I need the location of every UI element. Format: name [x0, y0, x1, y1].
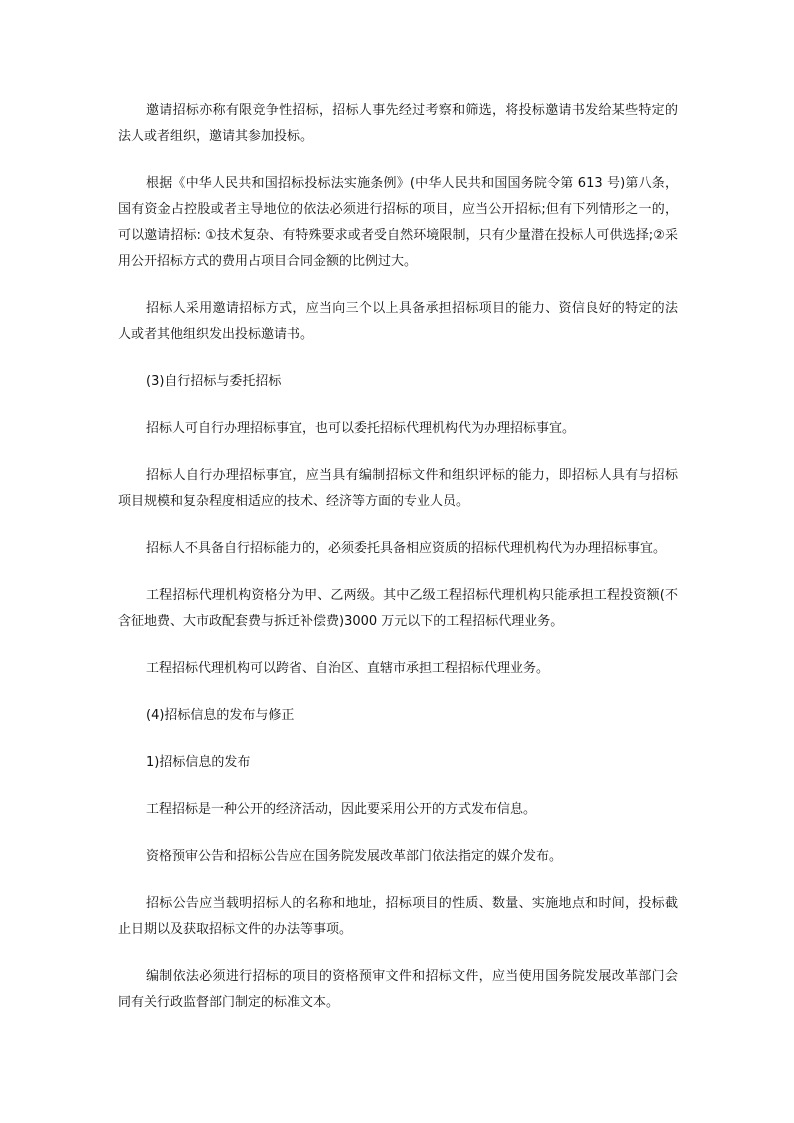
- subsection-heading-info-publish: 1)招标信息的发布: [146, 755, 251, 770]
- paragraph-announcement-media: 资格预审公告和招标公告应在国务院发展改革部门依法指定的媒介发布。: [146, 849, 563, 864]
- section-heading-info-release: (4)招标信息的发布与修正: [146, 708, 295, 723]
- paragraph-agency-scope: 工程招标代理机构可以跨省、自治区、直辖市承担工程招标代理业务。: [146, 661, 550, 676]
- paragraph-regulation-article-8: 根据《中华人民共和国招标投标法实施条例》(中华人民共和国国务院令第 613 号)第八条，国有资金占控股或者主导地位的依法必须进行招标的项目，应当公开招标;但有下列情形之一的，可以邀请招标: ①技术复杂、有特殊要求或者受自然环境限制，只有少量潜在投标人可供选择;②采用公开招标方式的费用占项目合同金额的比例过大。: [118, 176, 678, 269]
- paragraph-announcement-contents: 招标公告应当载明招标人的名称和地址，招标项目的性质、数量、实施地点和时间，投标截止日期以及获取招标文件的办法等事项。: [118, 896, 678, 937]
- paragraph-agency-grades: 工程招标代理机构资格分为甲、乙两级。其中乙级工程招标代理机构只能承担工程投资额(不含征地费、大市政配套费与拆迁补偿费)3000 万元以下的工程招标代理业务。: [118, 588, 678, 629]
- paragraph-invitation-definition: 邀请招标亦称有限竞争性招标，招标人事先经过考察和筛选，将投标邀请书发给某些特定的法人或者组织，邀请其参加投标。: [118, 103, 678, 144]
- paragraph-invitation-letter: 招标人采用邀请招标方式，应当向三个以上具备承担招标项目的能力、资信良好的特定的法人或者其他组织发出投标邀请书。: [118, 301, 678, 342]
- document-body: [118, 98, 678, 1037]
- section-heading-self-and-entrusted: (3)自行招标与委托招标: [146, 374, 282, 389]
- paragraph-must-entrust: 招标人不具备自行招标能力的，必须委托具备相应资质的招标代理机构代为办理招标事宜。: [146, 541, 667, 556]
- paragraph-self-or-entrust: 招标人可自行办理招标事宜，也可以委托招标代理机构代为办理招标事宜。: [146, 421, 576, 436]
- paragraph-public-activity: 工程招标是一种公开的经济活动，因此要采用公开的方式发布信息。: [146, 802, 537, 817]
- paragraph-standard-text: 编制依法必须进行招标的项目的资格预审文件和招标文件，应当使用国务院发展改革部门会同有关行政监督部门制定的标准文本。: [118, 969, 678, 1010]
- paragraph-self-capability: 招标人自行办理招标事宜，应当具有编制招标文件和组织评标的能力，即招标人具有与招标项目规模和复杂程度相适应的技术、经济等方面的专业人员。: [118, 468, 678, 509]
